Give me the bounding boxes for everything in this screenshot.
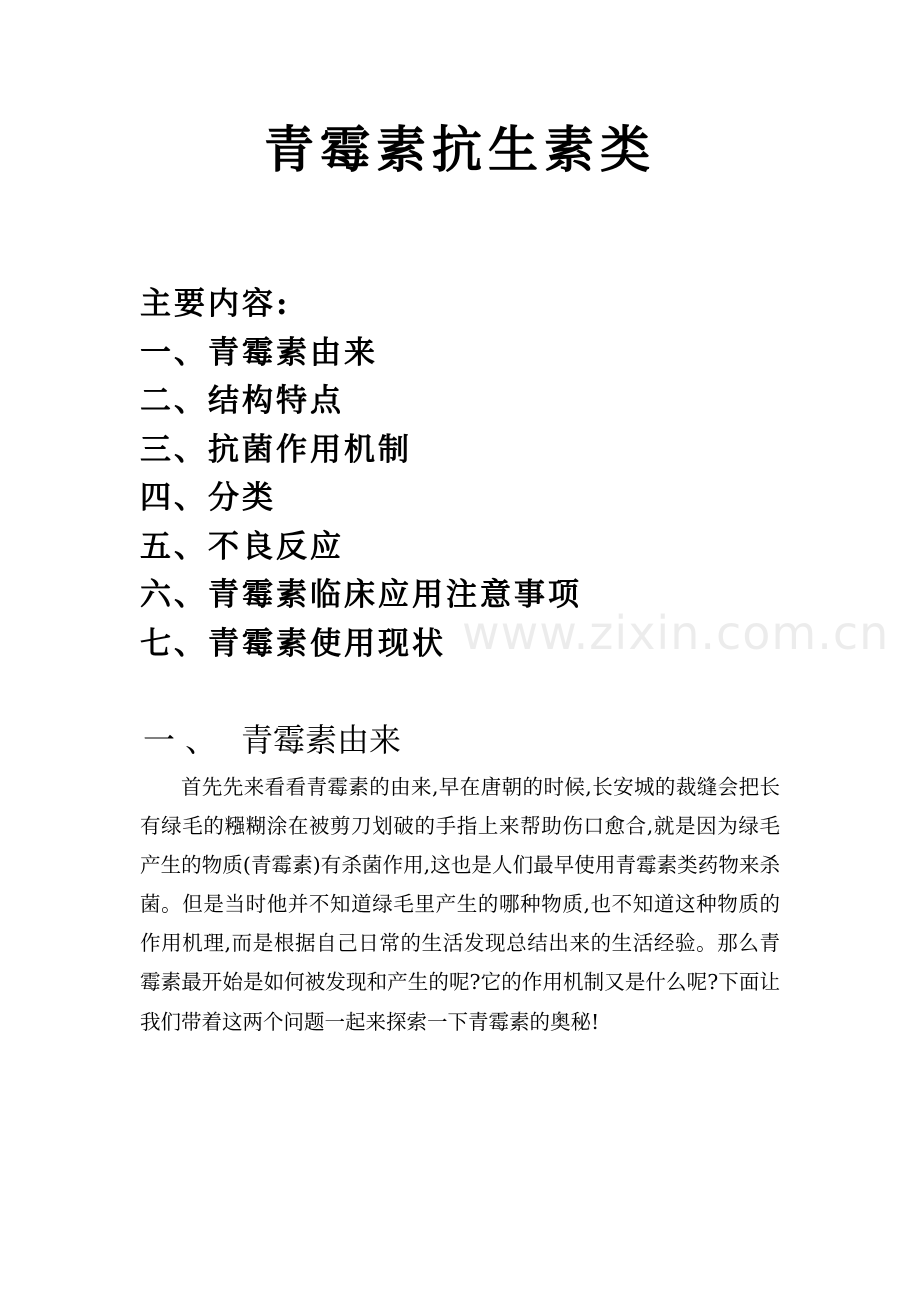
toc-heading: 主要内容: xyxy=(140,286,291,322)
toc-item: 六、青霉素临床应用注意事项 xyxy=(140,577,582,613)
toc-item: 三、抗菌作用机制 xyxy=(140,431,412,468)
document-title: 青霉素抗生素类 xyxy=(264,120,656,179)
toc-item: 一、青霉素由来 xyxy=(140,334,378,371)
section-heading xyxy=(143,712,401,768)
toc-item: 七、青霉素使用现状 xyxy=(140,625,446,662)
section-number: 一 、 xyxy=(143,721,218,759)
section-paragraph: 首先先来看看青霉素的由来,早在唐朝的时候,长安城的裁缝会把长有绿毛的糨糊涂在被剪刀划破的手指上来帮助伤口愈合,就是因为绿毛产生的物质(青霉素)有杀菌作用,这也是人们最早使用青霉素类药物来杀菌。但是当时他并不知道绿毛里产生的哪种物质,也不知道这种物质的作用机理,而是根据自己日常的生活发现总结出来的生活经验。那么青霉素最开始是如何被发现和产生的呢?它的作用机制又是什么呢?下面让我们带着这两个问题一起来探索一下青霉素的奥秘! xyxy=(140,775,780,1034)
toc-item: 二、结构特点 xyxy=(140,383,344,419)
toc-item: 五、不良反应 xyxy=(140,528,344,565)
watermark: www.zixin.com.cn xyxy=(462,606,890,660)
section-title: 青霉素由来 xyxy=(241,721,402,759)
toc-item: 四、分类 xyxy=(140,480,276,516)
